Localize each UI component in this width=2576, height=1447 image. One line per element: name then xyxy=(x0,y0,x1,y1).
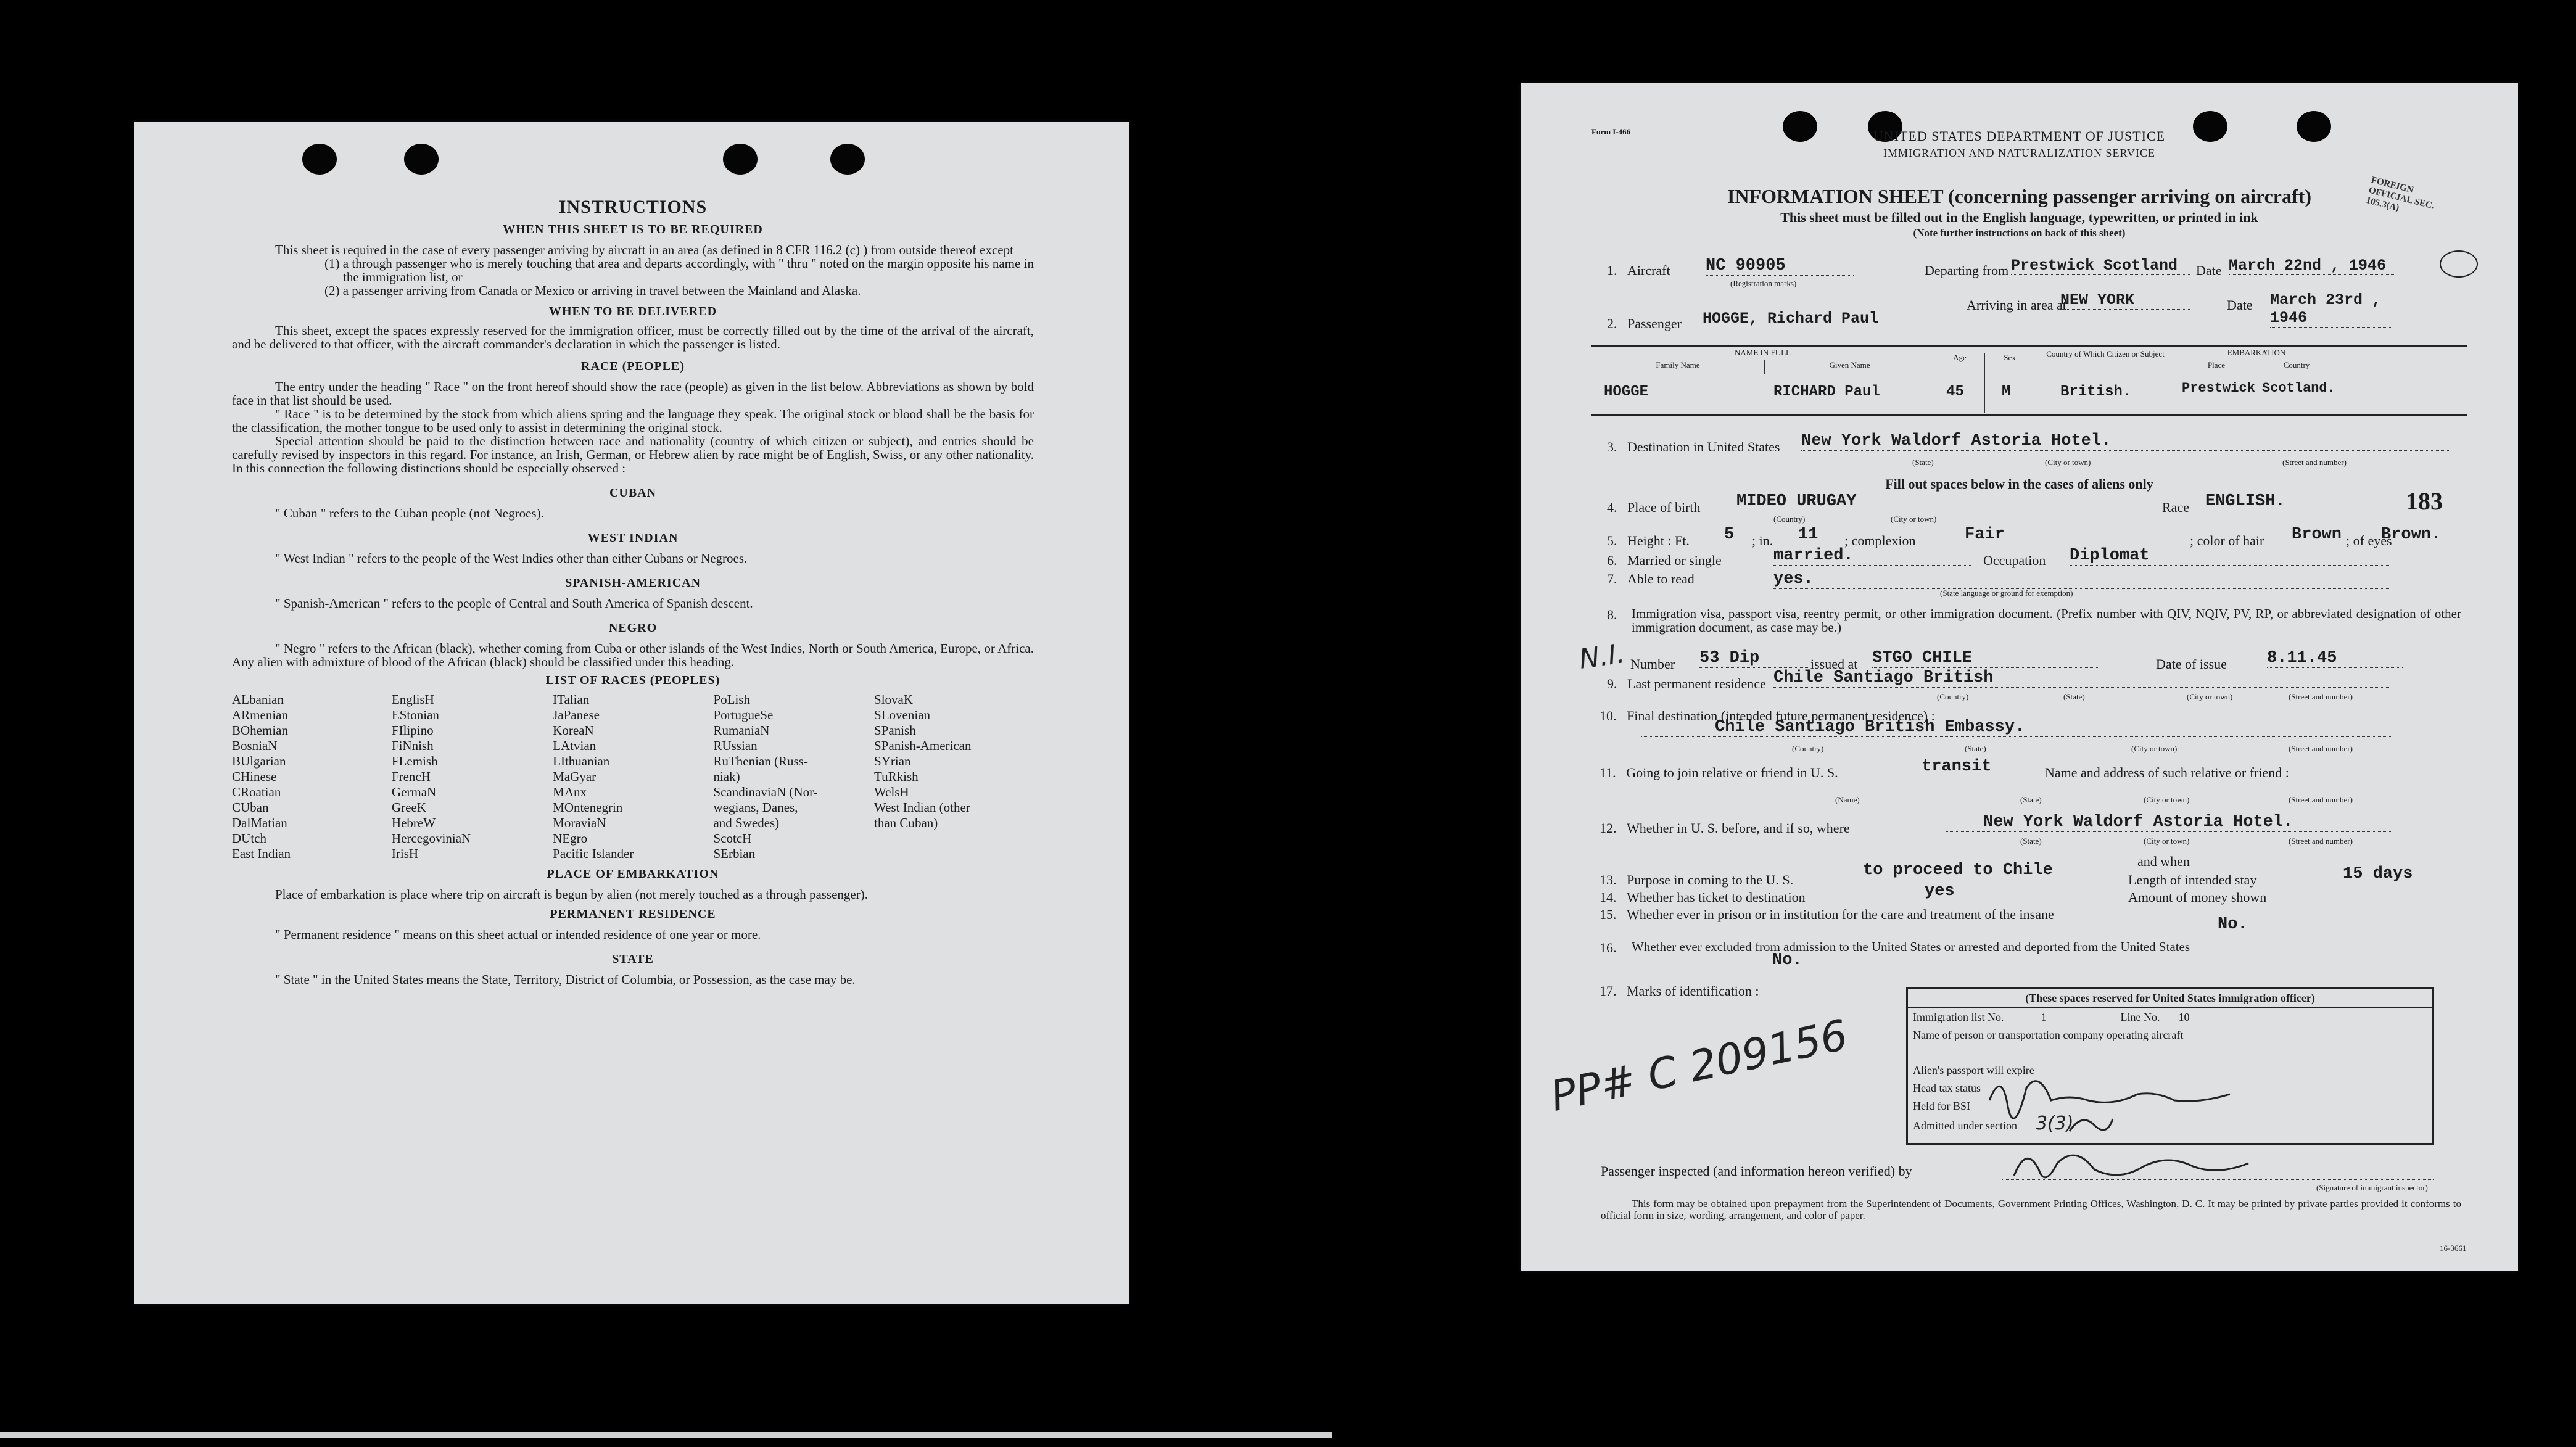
birthplace-field[interactable]: MIDEO URUGAY xyxy=(1736,492,2107,511)
race-entry: IrisH xyxy=(391,846,419,861)
officer-box-row xyxy=(1908,1044,2432,1062)
caption: (Name) xyxy=(1835,795,1860,804)
punch-hole xyxy=(723,144,758,175)
occupation-label: Occupation xyxy=(1983,553,2046,568)
paragraph: " Spanish-American " refers to the people of Central and South America of Spanish descent. xyxy=(275,596,753,611)
race-entry: SYrian xyxy=(874,754,911,769)
previous-visit-field[interactable]: New York Waldorf Astoria Hotel. xyxy=(1946,813,2393,832)
last-residence-field[interactable]: Chile Santiago British xyxy=(1773,669,2390,688)
race-row xyxy=(232,693,1034,708)
caption: (Street and number) xyxy=(2289,836,2353,846)
passenger-field[interactable]: HOGGE, Richard Paul xyxy=(1703,310,2023,328)
sheet-subtitle: This sheet must be filled out in the English language, typewritten, or printed in ink xyxy=(1780,210,2258,225)
race-entry: MAnx xyxy=(553,785,587,799)
arriving-date-field[interactable]: March 23rd , 1946 xyxy=(2270,291,2393,328)
caption: (Street and number) xyxy=(2289,692,2353,701)
punch-hole xyxy=(404,144,439,175)
section-heading: STATE xyxy=(612,952,654,966)
section-heading: LIST OF RACES (PEOPLES) xyxy=(545,674,720,687)
join-relative-field[interactable]: transit xyxy=(1922,757,1992,776)
race-row xyxy=(232,785,1034,801)
race-field[interactable]: ENGLISH. xyxy=(2205,492,2384,511)
race-entry: ALbanian xyxy=(232,692,284,707)
race-entry: FIlipino xyxy=(391,723,434,738)
officer-box-row: Held for BSI xyxy=(1908,1097,2432,1115)
caption: (City or town) xyxy=(2144,795,2190,804)
eyes-field[interactable]: Brown. xyxy=(2381,526,2442,544)
instructions-page xyxy=(134,122,1129,1304)
race-entry: BUlgarian xyxy=(232,754,286,769)
race-entry: than Cuban) xyxy=(874,815,938,830)
paragraph: The entry under the heading " Race " on the front hereof should show the race (people) as given in the list below. Abbreviations as shown by bold face in that list should be used. xyxy=(232,379,1034,408)
race-row xyxy=(232,770,1034,785)
excluded-field[interactable]: No. xyxy=(1772,951,1802,970)
sheet-note: (Note further instructions on back of this sheet) xyxy=(1913,227,2126,239)
date-label: Date xyxy=(2196,263,2222,278)
complexion-label: ; complexion xyxy=(1844,533,1916,548)
race-entry: TuRkish xyxy=(874,769,919,784)
foreign-official-stamp: FOREIGN OFFICIAL SEC. 105.3(A) xyxy=(2365,175,2435,213)
passenger-table xyxy=(1591,345,2467,416)
line-12-label: 12. Whether in U. S. before, and if so, where xyxy=(1600,820,1850,836)
inspected-label: Passenger inspected (and information hereon verified) by xyxy=(1601,1163,1912,1179)
marital-field[interactable]: married. xyxy=(1773,546,1971,566)
race-entry: ITalian xyxy=(553,692,590,707)
race-entry: LIthuanian xyxy=(553,754,610,769)
age-cell: 45 xyxy=(1946,384,1964,400)
money-label: Amount of money shown xyxy=(2128,889,2267,905)
issued-label: issued at xyxy=(1810,656,1858,672)
departing-field[interactable]: Prestwick Scotland xyxy=(2011,257,2190,275)
caption: (Country) xyxy=(1773,514,1806,524)
line-14-label: 14. Whether has ticket to destination xyxy=(1600,889,1806,905)
race-entry: niak) xyxy=(713,769,740,784)
race-entry: WelsH xyxy=(874,785,909,799)
paragraph: Special attention should be paid to the distinction between race and nationality (country of which citizen or subject), and entries should be carefully revised by inspectors in this regard. For instance, an Irish, German, or Hebrew alien by race might be of English, Swiss, or any other nationality. In this connection the following distinctions should be especially observed : xyxy=(232,434,1034,476)
caption: (Country) xyxy=(1792,744,1824,753)
race-entry: FiNnish xyxy=(391,738,434,753)
race-entry: MaGyar xyxy=(553,769,597,784)
race-entry: RuThenian (Russ- xyxy=(713,754,808,769)
race-entry: SPanish-American xyxy=(874,738,972,753)
race-entry: CUban xyxy=(232,800,269,815)
race-entry: CHinese xyxy=(232,769,277,784)
caption: (State) xyxy=(2020,836,2042,846)
section-heading: PLACE OF EMBARKATION xyxy=(547,867,719,881)
hair-label: ; color of hair xyxy=(2190,533,2264,548)
caption: (State) xyxy=(1965,744,1986,753)
departing-label: Departing from xyxy=(1925,263,2009,278)
section-heading: WHEN THIS SHEET IS TO BE REQUIRED xyxy=(503,223,763,236)
caption: (Street and number) xyxy=(2282,458,2347,467)
race-entry: GermaN xyxy=(391,785,437,799)
caption: (State language or ground for exemption) xyxy=(1940,588,2073,598)
race-entry: SPanish xyxy=(874,723,916,738)
race-entry xyxy=(874,847,1034,862)
handwritten-note: N.I. xyxy=(1577,638,1627,675)
line-15-label: 15. Whether ever in prison or in institution for the care and treatment of the insane xyxy=(1600,907,2054,922)
officer-box-row: Name of person or transportation company operating aircraft xyxy=(1908,1026,2432,1044)
officer-box-row: Alien's passport will expire xyxy=(1908,1062,2432,1079)
section-heading: WHEN TO BE DELIVERED xyxy=(548,305,717,318)
race-entry: RumaniaN xyxy=(713,723,770,738)
race-entry: SlovaK xyxy=(874,692,914,707)
height-feet-field[interactable]: 5 xyxy=(1724,526,1735,544)
caption: (State) xyxy=(2020,795,2042,804)
handwritten-passport-number: PP# C 209156 xyxy=(1546,1010,1852,1122)
stay-label: Length of intended stay xyxy=(2128,872,2257,888)
race-entry: and Swedes) xyxy=(713,815,780,830)
line-16-number: 16. xyxy=(1600,940,1617,955)
race-entry: BosniaN xyxy=(232,738,278,753)
paragraph: " Permanent residence " means on this sheet actual or intended residence of one year or more. xyxy=(275,927,761,942)
citizen-cell: British. xyxy=(2060,384,2132,400)
departing-date-field[interactable]: March 22nd , 1946 xyxy=(2229,257,2395,275)
section-heading: SPANISH-AMERICAN xyxy=(564,576,701,590)
information-sheet-page xyxy=(1521,83,2518,1271)
line-6-label: 6. Married or single xyxy=(1607,553,1722,568)
place-cell: Prestwick xyxy=(2182,381,2255,396)
punch-hole xyxy=(830,144,865,175)
paragraph: " Cuban " refers to the Cuban people (not Negroes). xyxy=(275,506,544,521)
hair-field[interactable]: Brown xyxy=(2292,526,2342,544)
race-entry: ScotcH xyxy=(713,831,752,846)
list-item: (2) a passenger arriving from Canada or Mexico or arriving in travel between the Mainland and Alaska. xyxy=(324,283,861,298)
race-entry: HercegoviniaN xyxy=(391,831,471,846)
race-entry: FrencH xyxy=(391,769,431,784)
caption: (Street and number) xyxy=(2289,795,2353,804)
caption: (City or town) xyxy=(2131,744,2178,753)
race-entry: East Indian xyxy=(232,846,291,861)
eyes-label: ; of eyes xyxy=(2346,533,2392,548)
section-heading: PERMANENT RESIDENCE xyxy=(550,907,716,921)
line-1-label: 1. Aircraft xyxy=(1607,263,1670,278)
table-header: Place xyxy=(2176,360,2256,413)
race-entry: FLemish xyxy=(391,754,438,769)
line-number: 10 xyxy=(2178,1011,2190,1023)
ticket-field[interactable]: yes xyxy=(1925,882,1955,901)
race-entry: SErbian xyxy=(713,846,756,861)
paragraph: " State " in the United States means the State, Territory, District of Columbia, or Possession, as the case may be. xyxy=(275,972,856,987)
section-heading: WEST INDIAN xyxy=(587,531,679,545)
height-inches-field[interactable]: 11 xyxy=(1798,526,1818,544)
caption: (City or town) xyxy=(2045,458,2091,467)
section-heading: CUBAN xyxy=(609,486,657,500)
list-number: 1 xyxy=(2041,1011,2047,1023)
country-cell: Scotland. xyxy=(2262,381,2335,396)
race-row xyxy=(232,816,1034,831)
race-row xyxy=(232,708,1034,724)
race-entry: MoraviaN xyxy=(553,815,606,830)
line-2-label: 2. Passenger xyxy=(1607,316,1682,331)
issued-at-field[interactable]: STGO CHILE xyxy=(1872,649,2100,668)
officer-signature xyxy=(1977,1063,2298,1144)
paragraph: " Race " is to be determined by the stock from which aliens spring and the language they speak. The original stock or blood shall be the basis for the classification, the mother tongue to be used only to assist in determining the original stock. xyxy=(232,406,1034,435)
page-edge-strip xyxy=(0,1432,1332,1438)
line-16-text: Whether ever excluded from admission to the United States or arrested and deported from the United States xyxy=(1632,939,2190,954)
race-entry: HebreW xyxy=(391,815,436,830)
line-13-label: 13. Purpose in coming to the U. S. xyxy=(1600,872,1794,888)
race-entry: ScandinaviaN (Nor- xyxy=(713,785,818,799)
line-11-label: 11. Going to join relative or friend in U. S. xyxy=(1600,765,1838,780)
given-name-cell: RICHARD Paul xyxy=(1773,384,1880,400)
caption: (City or town) xyxy=(1891,514,1937,524)
paragraph: Place of embarkation is place where trip on aircraft is begun by alien (not merely touched as a through passenger). xyxy=(275,887,868,902)
number-label: Number xyxy=(1630,656,1675,672)
paragraph: " West Indian " refers to the people of the West Indies other than either Cubans or Negroes. xyxy=(275,551,748,566)
line-8-number: 8. xyxy=(1607,607,1617,622)
race-row xyxy=(232,724,1034,739)
caption: (Country) xyxy=(1937,692,1969,701)
final-destination-field[interactable]: Chile Santiago British Embassy. xyxy=(1641,718,2393,737)
line-9-label: 9. Last permanent residence xyxy=(1607,676,1766,691)
line-7-label: 7. Able to read xyxy=(1607,571,1695,587)
race-label: Race xyxy=(2162,500,2189,515)
caption: (Street and number) xyxy=(2289,744,2353,753)
section-heading: RACE (PEOPLE) xyxy=(581,360,685,373)
instructions-title: INSTRUCTIONS xyxy=(558,197,708,217)
paragraph: This sheet, except the spaces expressly reserved for the immigration officer, must be correctly filled out by the time of the arrival of the aircraft, and be delivered to that officer, with the aircraft commander's declaration in which the passenger is listed. xyxy=(232,323,1034,352)
agency-service: IMMIGRATION AND NATURALIZATION SERVICE xyxy=(1883,147,2156,159)
sex-cell: M xyxy=(2002,384,2011,400)
race-entry: LAtvian xyxy=(553,738,597,753)
line-17-label: 17. Marks of identification : xyxy=(1600,983,1759,999)
race-entry: GreeK xyxy=(391,800,426,815)
race-entry: Pacific Islander xyxy=(553,846,634,861)
line-5-label: 5. Height : Ft. xyxy=(1607,533,1690,548)
caption: (City or town) xyxy=(2144,836,2190,846)
race-entry: KoreaN xyxy=(553,723,594,738)
paragraph: " Negro " refers to the African (black), whether coming from Cuba or other islands of the West Indies, North or South America, Europe, or Africa. Any alien with admixture of blood of the African (black) should be classified under this heading. xyxy=(232,641,1034,669)
agency-name: UNITED STATES DEPARTMENT OF JUSTICE xyxy=(1873,128,2166,144)
caption: (Signature of immigrant inspector) xyxy=(2316,1183,2428,1192)
caption: (Registration marks) xyxy=(1730,279,1797,288)
arriving-field[interactable]: NEW YORK xyxy=(2060,291,2190,310)
table-header: Age xyxy=(1934,353,1985,413)
race-entry: DUtch xyxy=(232,831,266,846)
race-entry: RUssian xyxy=(713,738,758,753)
issue-date-field[interactable]: 8.11.45 xyxy=(2267,649,2403,668)
family-name-cell: HOGGE xyxy=(1604,384,1649,400)
list-item: (1) a through passenger who is merely touching that area and departs accordingly, with " thru " noted on the margin opposite his name in the immigration list, or xyxy=(324,256,1034,284)
race-entry: SLovenian xyxy=(874,707,931,722)
race-row xyxy=(232,739,1034,754)
document-number-field[interactable]: 53 Dip xyxy=(1699,649,1810,668)
aliens-only-note: Fill out spaces below in the cases of aliens only xyxy=(1885,476,2153,492)
circle-mark xyxy=(2440,250,2478,278)
arriving-label: Arriving in area at xyxy=(1967,297,2066,313)
line-8-text: Immigration visa, passport visa, reentry permit, or other immigration document. (Prefix number with QIV, NQIV, PV, RP, or abbreviated designation of other immigration document, as case may be.) xyxy=(1632,606,2461,635)
race-entry: EStonian xyxy=(391,707,439,722)
destination-field[interactable]: New York Waldorf Astoria Hotel. xyxy=(1801,432,2449,451)
race-entry: West Indian (other xyxy=(874,800,970,815)
race-entry: PortugueSe xyxy=(713,707,774,722)
stay-field[interactable]: 15 days xyxy=(2343,865,2413,883)
table-header: Country of Which Citizen or Subject xyxy=(2034,349,2176,413)
prison-field[interactable]: No. xyxy=(2218,915,2248,934)
section-value: 3(3) xyxy=(2035,1113,2074,1134)
race-row xyxy=(232,831,1034,847)
purpose-field[interactable]: to proceed to Chile xyxy=(1863,861,2053,880)
line-10-label: 10. Final destination (intended future permanent residence) : xyxy=(1600,708,1935,724)
print-code: 16-3661 xyxy=(2440,1243,2467,1253)
race-entry: DalMatian xyxy=(232,815,287,830)
table-header: Country xyxy=(2256,360,2337,413)
table-header: Given Name xyxy=(1764,360,1934,374)
caption: (State) xyxy=(1912,458,1934,467)
table-header: NAME IN FULL xyxy=(1591,348,1934,358)
race-entry: BOhemian xyxy=(232,723,288,738)
race-row xyxy=(232,754,1034,770)
paragraph: This sheet is required in the case of every passenger arriving by aircraft in an area (as defined in 8 CFR 116.2 (c) ) from outside thereof except xyxy=(275,242,1013,257)
race-entry: MOntenegrin xyxy=(553,800,623,815)
punch-hole xyxy=(302,144,337,175)
section-heading: NEGRO xyxy=(608,621,658,635)
inspector-signature xyxy=(2008,1145,2267,1188)
race-entry: PoLish xyxy=(713,692,750,707)
officer-box-row: Immigration list No. 1 Line No. 10 xyxy=(1908,1008,2432,1026)
race-entry: JaPanese xyxy=(553,707,600,722)
race-entry: CRoatian xyxy=(232,785,281,799)
form-number: Form I-466 xyxy=(1591,127,1631,136)
complexion-field[interactable]: Fair xyxy=(1965,526,2005,544)
caption: (State) xyxy=(2063,692,2085,701)
table-header: Family Name xyxy=(1656,360,1700,369)
issue-date-label: Date of issue xyxy=(2156,656,2227,672)
occupation-field[interactable]: Diplomat xyxy=(2070,546,2390,566)
race-row xyxy=(232,801,1034,816)
relative-name-label: Name and address of such relative or friend : xyxy=(2045,765,2289,780)
race-code: 183 xyxy=(2406,487,2443,515)
inches-label: ; in. xyxy=(1752,533,1773,548)
race-entry: wegians, Danes, xyxy=(713,800,798,815)
officer-box-row: Admitted under section 3(3) xyxy=(1913,1113,2074,1134)
race-entry: NEgro xyxy=(553,831,588,846)
officer-box-title: (These spaces reserved for United States immigration officer) xyxy=(1908,989,2432,1008)
table-header: EMBARKATION xyxy=(2176,348,2337,358)
line-3-label: 3. Destination in United States xyxy=(1607,439,1780,455)
line-4-label: 4. Place of birth xyxy=(1607,500,1701,515)
table-header: Sex xyxy=(1984,353,2034,413)
races-table xyxy=(232,693,1034,862)
date-label: Date xyxy=(2227,297,2253,313)
race-row xyxy=(232,847,1034,862)
caption: (City or town) xyxy=(2187,692,2233,701)
aircraft-field[interactable]: NC 90905 xyxy=(1706,257,1854,276)
race-entry: ARmenian xyxy=(232,707,288,722)
sheet-title: INFORMATION SHEET (concerning passenger arriving on aircraft) xyxy=(1727,185,2311,207)
race-entry: EnglisH xyxy=(391,692,434,707)
and-when-label: and when xyxy=(2137,854,2190,869)
footer-note: This form may be obtained upon prepayment from the Superintendent of Documents, Government Printing Offices, Washington, D. C. It may be printed by private parties provided it conforms to official form in size, wording, arrangement, and color of paper. xyxy=(1601,1198,2461,1221)
race-entry xyxy=(874,831,1034,847)
officer-box-row: Head tax status xyxy=(1908,1079,2432,1097)
read-field[interactable]: yes. xyxy=(1773,570,2390,589)
